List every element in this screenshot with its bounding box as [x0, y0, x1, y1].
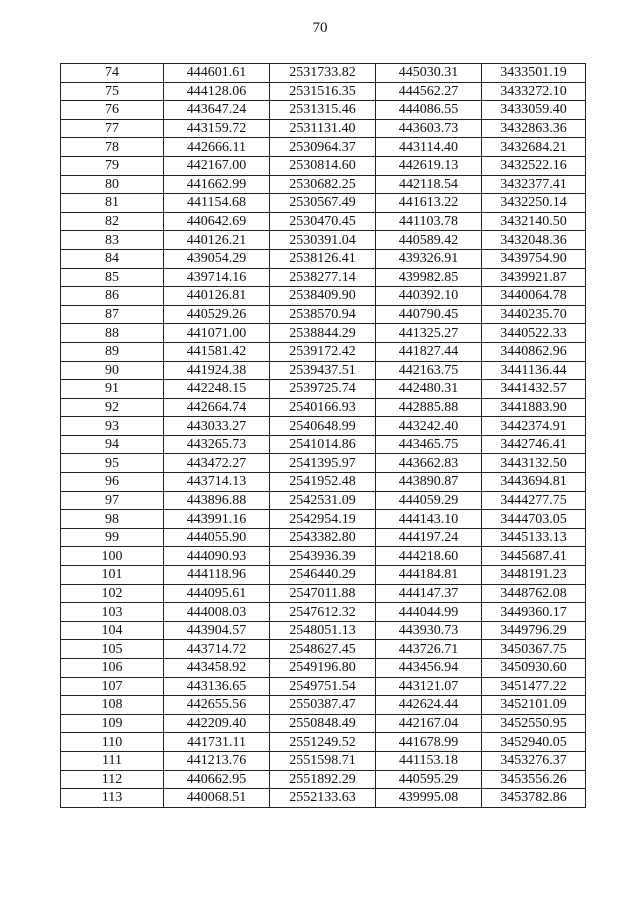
x2-cell: 441613.22 — [376, 194, 482, 213]
y2-cell: 3440064.78 — [482, 287, 586, 306]
x1-cell: 440662.95 — [164, 770, 270, 789]
x2-cell: 439995.08 — [376, 789, 482, 808]
table-row — [61, 156, 586, 175]
y1-cell: 2551249.52 — [270, 733, 376, 752]
x2-cell: 443456.94 — [376, 659, 482, 678]
point-number-cell: 75 — [61, 82, 164, 101]
table-row — [61, 138, 586, 157]
point-number-cell: 106 — [61, 659, 164, 678]
y2-cell: 3432250.14 — [482, 194, 586, 213]
table-row — [61, 454, 586, 473]
point-number-cell: 76 — [61, 101, 164, 120]
y2-cell: 3445687.41 — [482, 547, 586, 566]
x1-cell: 443714.13 — [164, 473, 270, 492]
y1-cell: 2549196.80 — [270, 659, 376, 678]
y2-cell: 3453782.86 — [482, 789, 586, 808]
x1-cell: 442248.15 — [164, 380, 270, 399]
x2-cell: 443930.73 — [376, 621, 482, 640]
y2-cell: 3433059.40 — [482, 101, 586, 120]
point-number-cell: 89 — [61, 342, 164, 361]
y1-cell: 2530567.49 — [270, 194, 376, 213]
x2-cell: 443603.73 — [376, 119, 482, 138]
table-row — [61, 324, 586, 343]
y1-cell: 2550848.49 — [270, 714, 376, 733]
point-number-cell: 94 — [61, 435, 164, 454]
y1-cell: 2539437.51 — [270, 361, 376, 380]
point-number-cell: 78 — [61, 138, 164, 157]
point-number-cell: 104 — [61, 621, 164, 640]
x1-cell: 444090.93 — [164, 547, 270, 566]
table-row — [61, 659, 586, 678]
y2-cell: 3445133.13 — [482, 528, 586, 547]
y1-cell: 2543382.80 — [270, 528, 376, 547]
y2-cell: 3433501.19 — [482, 64, 586, 83]
point-number-cell: 97 — [61, 491, 164, 510]
table-row — [61, 82, 586, 101]
y2-cell: 3433272.10 — [482, 82, 586, 101]
x2-cell: 444147.37 — [376, 584, 482, 603]
x1-cell: 444055.90 — [164, 528, 270, 547]
table-row — [61, 751, 586, 770]
y2-cell: 3453276.37 — [482, 751, 586, 770]
x1-cell: 441213.76 — [164, 751, 270, 770]
x2-cell: 441153.18 — [376, 751, 482, 770]
y2-cell: 3443694.81 — [482, 473, 586, 492]
x1-cell: 443136.65 — [164, 677, 270, 696]
x2-cell: 444059.29 — [376, 491, 482, 510]
y1-cell: 2530964.37 — [270, 138, 376, 157]
point-number-cell: 95 — [61, 454, 164, 473]
x1-cell: 441581.42 — [164, 342, 270, 361]
y2-cell: 3442746.41 — [482, 435, 586, 454]
point-number-cell: 79 — [61, 156, 164, 175]
y2-cell: 3448762.08 — [482, 584, 586, 603]
x2-cell: 439982.85 — [376, 268, 482, 287]
x2-cell: 441325.27 — [376, 324, 482, 343]
x2-cell: 444086.55 — [376, 101, 482, 120]
y2-cell: 3452101.09 — [482, 696, 586, 715]
x1-cell: 441924.38 — [164, 361, 270, 380]
y2-cell: 3444703.05 — [482, 510, 586, 529]
y1-cell: 2531131.40 — [270, 119, 376, 138]
point-number-cell: 108 — [61, 696, 164, 715]
table-row — [61, 398, 586, 417]
table-row — [61, 696, 586, 715]
table-row — [61, 603, 586, 622]
y2-cell: 3439754.90 — [482, 249, 586, 268]
point-number-cell: 92 — [61, 398, 164, 417]
y2-cell: 3442374.91 — [482, 417, 586, 436]
x1-cell: 442666.11 — [164, 138, 270, 157]
y2-cell: 3441883.90 — [482, 398, 586, 417]
y1-cell: 2548627.45 — [270, 640, 376, 659]
point-number-cell: 101 — [61, 566, 164, 585]
y1-cell: 2539725.74 — [270, 380, 376, 399]
y2-cell: 3448191.23 — [482, 566, 586, 585]
point-number-cell: 91 — [61, 380, 164, 399]
y1-cell: 2550387.47 — [270, 696, 376, 715]
table-row — [61, 342, 586, 361]
table-row — [61, 305, 586, 324]
x1-cell: 442167.00 — [164, 156, 270, 175]
x1-cell: 443472.27 — [164, 454, 270, 473]
y2-cell: 3432377.41 — [482, 175, 586, 194]
y2-cell: 3450367.75 — [482, 640, 586, 659]
table-row — [61, 547, 586, 566]
x2-cell: 442163.75 — [376, 361, 482, 380]
y1-cell: 2530814.60 — [270, 156, 376, 175]
point-number-cell: 113 — [61, 789, 164, 808]
table-row — [61, 417, 586, 436]
table-row — [61, 528, 586, 547]
x1-cell: 443714.72 — [164, 640, 270, 659]
x2-cell: 442118.54 — [376, 175, 482, 194]
table-row — [61, 584, 586, 603]
point-number-cell: 96 — [61, 473, 164, 492]
y1-cell: 2541014.86 — [270, 435, 376, 454]
x2-cell: 444044.99 — [376, 603, 482, 622]
x1-cell: 440642.69 — [164, 212, 270, 231]
table-row — [61, 119, 586, 138]
y2-cell: 3432684.21 — [482, 138, 586, 157]
point-number-cell: 98 — [61, 510, 164, 529]
y2-cell: 3432048.36 — [482, 231, 586, 250]
x1-cell: 444095.61 — [164, 584, 270, 603]
x2-cell: 443121.07 — [376, 677, 482, 696]
x2-cell: 444143.10 — [376, 510, 482, 529]
x1-cell: 441662.99 — [164, 175, 270, 194]
x1-cell: 444128.06 — [164, 82, 270, 101]
point-number-cell: 90 — [61, 361, 164, 380]
y2-cell: 3439921.87 — [482, 268, 586, 287]
x2-cell: 444218.60 — [376, 547, 482, 566]
table-row — [61, 473, 586, 492]
x1-cell: 441154.68 — [164, 194, 270, 213]
point-number-cell: 85 — [61, 268, 164, 287]
x2-cell: 441827.44 — [376, 342, 482, 361]
x2-cell: 443890.87 — [376, 473, 482, 492]
x2-cell: 444197.24 — [376, 528, 482, 547]
x1-cell: 440126.21 — [164, 231, 270, 250]
x1-cell: 442209.40 — [164, 714, 270, 733]
x2-cell: 443242.40 — [376, 417, 482, 436]
x1-cell: 443265.73 — [164, 435, 270, 454]
x1-cell: 442664.74 — [164, 398, 270, 417]
x2-cell: 442480.31 — [376, 380, 482, 399]
y1-cell: 2531516.35 — [270, 82, 376, 101]
y1-cell: 2541952.48 — [270, 473, 376, 492]
point-number-cell: 107 — [61, 677, 164, 696]
y2-cell: 3440235.70 — [482, 305, 586, 324]
x1-cell: 440529.26 — [164, 305, 270, 324]
y2-cell: 3432522.16 — [482, 156, 586, 175]
y2-cell: 3432140.50 — [482, 212, 586, 231]
y1-cell: 2540166.93 — [270, 398, 376, 417]
x2-cell: 442167.04 — [376, 714, 482, 733]
table-row — [61, 231, 586, 250]
y1-cell: 2531315.46 — [270, 101, 376, 120]
y2-cell: 3449360.17 — [482, 603, 586, 622]
table-row — [61, 491, 586, 510]
table-body — [61, 64, 586, 808]
point-number-cell: 82 — [61, 212, 164, 231]
point-number-cell: 87 — [61, 305, 164, 324]
y2-cell: 3440522.33 — [482, 324, 586, 343]
y1-cell: 2551598.71 — [270, 751, 376, 770]
x2-cell: 444184.81 — [376, 566, 482, 585]
y2-cell: 3441432.57 — [482, 380, 586, 399]
x1-cell: 444008.03 — [164, 603, 270, 622]
table-row — [61, 287, 586, 306]
x1-cell: 443647.24 — [164, 101, 270, 120]
point-number-cell: 81 — [61, 194, 164, 213]
x1-cell: 440068.51 — [164, 789, 270, 808]
table-row — [61, 714, 586, 733]
y1-cell: 2552133.63 — [270, 789, 376, 808]
y1-cell: 2547612.32 — [270, 603, 376, 622]
x1-cell: 442655.56 — [164, 696, 270, 715]
y1-cell: 2538126.41 — [270, 249, 376, 268]
point-number-cell: 77 — [61, 119, 164, 138]
point-number-cell: 88 — [61, 324, 164, 343]
x1-cell: 444118.96 — [164, 566, 270, 585]
y1-cell: 2543936.39 — [270, 547, 376, 566]
y2-cell: 3440862.96 — [482, 342, 586, 361]
y2-cell: 3453556.26 — [482, 770, 586, 789]
point-number-cell: 111 — [61, 751, 164, 770]
x2-cell: 440589.42 — [376, 231, 482, 250]
point-number-cell: 74 — [61, 64, 164, 83]
x2-cell: 440595.29 — [376, 770, 482, 789]
y1-cell: 2530682.25 — [270, 175, 376, 194]
x1-cell: 441731.11 — [164, 733, 270, 752]
table-row — [61, 510, 586, 529]
x2-cell: 439326.91 — [376, 249, 482, 268]
table-row — [61, 380, 586, 399]
table-row — [61, 249, 586, 268]
table-row — [61, 677, 586, 696]
point-number-cell: 105 — [61, 640, 164, 659]
y2-cell: 3441136.44 — [482, 361, 586, 380]
x2-cell: 443726.71 — [376, 640, 482, 659]
y1-cell: 2531733.82 — [270, 64, 376, 83]
coordinates-table — [60, 63, 586, 808]
page-number: 70 — [312, 20, 328, 36]
x1-cell: 443896.88 — [164, 491, 270, 510]
y1-cell: 2548051.13 — [270, 621, 376, 640]
point-number-cell: 80 — [61, 175, 164, 194]
y1-cell: 2530391.04 — [270, 231, 376, 250]
point-number-cell: 102 — [61, 584, 164, 603]
point-number-cell: 99 — [61, 528, 164, 547]
point-number-cell: 103 — [61, 603, 164, 622]
y1-cell: 2542954.19 — [270, 510, 376, 529]
y1-cell: 2538409.90 — [270, 287, 376, 306]
x1-cell: 441071.00 — [164, 324, 270, 343]
x2-cell: 440790.45 — [376, 305, 482, 324]
point-number-cell: 93 — [61, 417, 164, 436]
x2-cell: 440392.10 — [376, 287, 482, 306]
table-row — [61, 789, 586, 808]
y2-cell: 3452940.05 — [482, 733, 586, 752]
y1-cell: 2549751.54 — [270, 677, 376, 696]
y2-cell: 3432863.36 — [482, 119, 586, 138]
x2-cell: 443465.75 — [376, 435, 482, 454]
point-number-cell: 110 — [61, 733, 164, 752]
y2-cell: 3449796.29 — [482, 621, 586, 640]
table-row — [61, 621, 586, 640]
y2-cell: 3444277.75 — [482, 491, 586, 510]
x1-cell: 440126.81 — [164, 287, 270, 306]
x1-cell: 443458.92 — [164, 659, 270, 678]
x2-cell: 441103.78 — [376, 212, 482, 231]
table-row — [61, 566, 586, 585]
table-row — [61, 101, 586, 120]
y1-cell: 2539172.42 — [270, 342, 376, 361]
y2-cell: 3443132.50 — [482, 454, 586, 473]
table-row — [61, 361, 586, 380]
table-row — [61, 64, 586, 83]
y1-cell: 2538844.29 — [270, 324, 376, 343]
y1-cell: 2551892.29 — [270, 770, 376, 789]
y1-cell: 2538570.94 — [270, 305, 376, 324]
x1-cell: 443904.57 — [164, 621, 270, 640]
y2-cell: 3451477.22 — [482, 677, 586, 696]
x1-cell: 439714.16 — [164, 268, 270, 287]
x1-cell: 439054.29 — [164, 249, 270, 268]
point-number-cell: 86 — [61, 287, 164, 306]
x1-cell: 443159.72 — [164, 119, 270, 138]
x2-cell: 443114.40 — [376, 138, 482, 157]
table-row — [61, 435, 586, 454]
y2-cell: 3452550.95 — [482, 714, 586, 733]
x2-cell: 443662.83 — [376, 454, 482, 473]
table-row — [61, 770, 586, 789]
table-row — [61, 268, 586, 287]
y1-cell: 2538277.14 — [270, 268, 376, 287]
y1-cell: 2547011.88 — [270, 584, 376, 603]
y1-cell: 2541395.97 — [270, 454, 376, 473]
table-row — [61, 733, 586, 752]
table-row — [61, 175, 586, 194]
point-number-cell: 83 — [61, 231, 164, 250]
y1-cell: 2540648.99 — [270, 417, 376, 436]
y1-cell: 2546440.29 — [270, 566, 376, 585]
y2-cell: 3450930.60 — [482, 659, 586, 678]
x2-cell: 444562.27 — [376, 82, 482, 101]
x2-cell: 442885.88 — [376, 398, 482, 417]
point-number-cell: 84 — [61, 249, 164, 268]
x2-cell: 445030.31 — [376, 64, 482, 83]
table-row — [61, 212, 586, 231]
x1-cell: 443033.27 — [164, 417, 270, 436]
x1-cell: 443991.16 — [164, 510, 270, 529]
x1-cell: 444601.61 — [164, 64, 270, 83]
table-row — [61, 194, 586, 213]
table-row — [61, 640, 586, 659]
point-number-cell: 100 — [61, 547, 164, 566]
y1-cell: 2530470.45 — [270, 212, 376, 231]
y1-cell: 2542531.09 — [270, 491, 376, 510]
point-number-cell: 109 — [61, 714, 164, 733]
point-number-cell: 112 — [61, 770, 164, 789]
x2-cell: 441678.99 — [376, 733, 482, 752]
x2-cell: 442619.13 — [376, 156, 482, 175]
x2-cell: 442624.44 — [376, 696, 482, 715]
